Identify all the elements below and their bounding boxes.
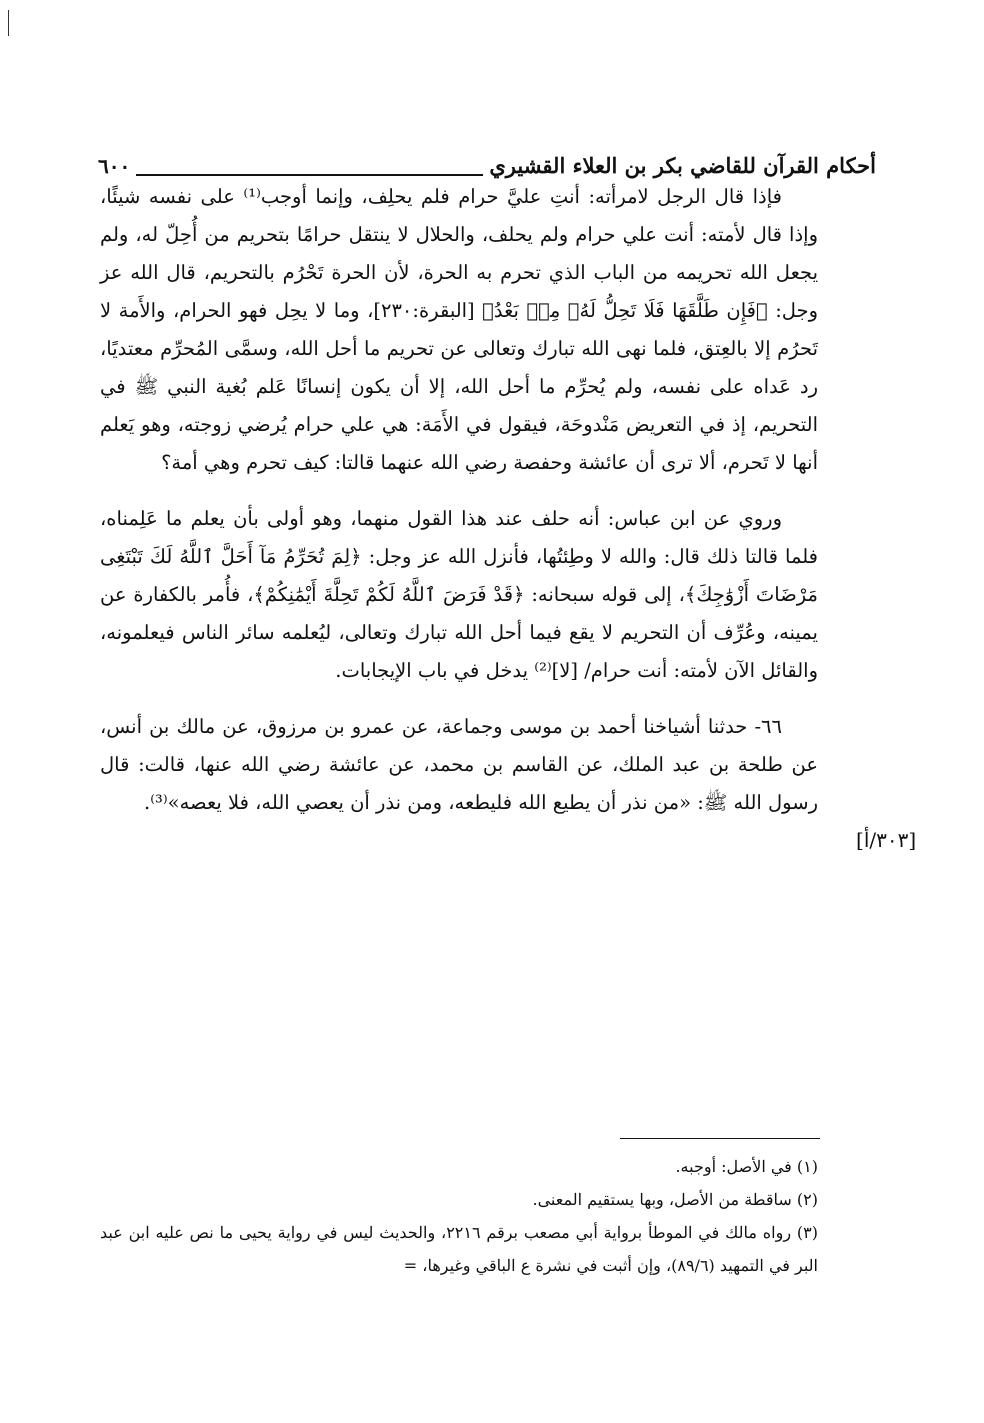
running-header [98,136,876,176]
paragraph: فإذا قال الرجل لامرأته: أنتِ عليَّ حرام فلم يحلِف، وإنما أوجب⁽¹⁾ على نفسه شيئًا، وإذا قال لأمته: أنت علي حرام ولم يحلف، والحلال لا ينتقل حرامًا بتحريم من أُحِلّ له، ولم يجعل الله تحريمه من الباب الذي تحرم به الحرة، لأن الحرة تَحْرُم بالتحريم، قال الله عز وجل: ﴿فَإِن طَلَّقَهَا فَلَا تَحِلُّ لَهُۥ مِنۢ بَعْدُ﴾ [البقرة:٢٣٠]، وما لا يحِل فهو الحرام، والأَمة لا تَحرُم إلا بالعِتق، فلما نهى الله تبارك وتعالى عن تحريم ما أحل الله، وسمَّى المُحرِّم معتديًا، رد عَداه على نفسه، ولم يُحرِّم ما أحل الله، إلا أن يكون إنسانًا عَلم بُغية النبي ﷺ في التحريم، إذ في التعريض مَنْدوحَة، فيقول في الأَمَة: هي علي حرام يُرضي زوجته، وهو يَعلم أنها لا تَحرم، ألا ترى أن عائشة وحفصة رضي الله عنهما قالتا: كيف تحرم وهي أمة؟ [100,185,819,474]
main-text [100,178,818,840]
manuscript-folio-reference: [٣٠٣/أ] [856,828,917,852]
paragraph: وروي عن ابن عباس: أنه حلف عند هذا القول منهما، وهو أولى بأن يعلم ما عَلِمناه، فلما قالتا ذلك قال: والله لا وطِئتُها، فأنزل الله عز وجل: ﴿لِمَ تُحَرِّمُ مَآ أَحَلَّ ٱللَّهُ لَكَ تَبْتَغِى مَرْضَاتَ أَزْوَٰجِكَ﴾، إلى قوله سبحانه: ﴿قَدْ فَرَضَ ٱللَّهُ لَكُمْ تَحِلَّةَ أَيْمَٰنِكُمْ﴾، فأُمر بالكفارة عن يمينه، وعُرِّف أن التحريم لا يقع فيما أحل الله تبارك وتعالى، ليُعلمه سائر الناس فيعلمونه، والقائل الآن لأمته: أنت حرام/ [لا]⁽²⁾ يدخل في باب الإيجابات. [100,507,818,682]
footnote-separator [620,1138,820,1139]
scan-edge-mark [8,10,9,36]
footnote: (٢) ساقطة من الأصل، وبها يستقيم المعنى. [532,1190,818,1209]
footnote: (١) في الأصل: أوجبه. [675,1157,818,1176]
paragraph: ٦٦- حدثنا أشياخنا أحمد بن موسى وجماعة، عن عمرو بن مرزوق، عن مالك بن أنس، عن طلحة بن عبد الملك، عن القاسم بن محمد، عن عائشة رضي الله عنها، قالت: قال رسول الله ﷺ: «من نذر أن يطيع الله فليطعه، ومن نذر أن يعصي الله، فلا يعصه»⁽³⁾. [100,715,818,814]
header-title: أحكام القرآن للقاضي بكر بن العلاء القشيري [489,153,876,178]
footnote: (٣) رواه مالك في الموطأ برواية أبي مصعب برقم ٢٢١٦، والحديث ليس في رواية يحيى ما نص عليه ابن عبد البر في التمهيد (٨٩/٦)، وإن أثبت في نشرة ع الباقي وغيرها، = [100,1223,818,1275]
footnotes [100,1150,818,1282]
header-rule [136,162,483,176]
page-number: ٦٠٠ [98,154,131,178]
